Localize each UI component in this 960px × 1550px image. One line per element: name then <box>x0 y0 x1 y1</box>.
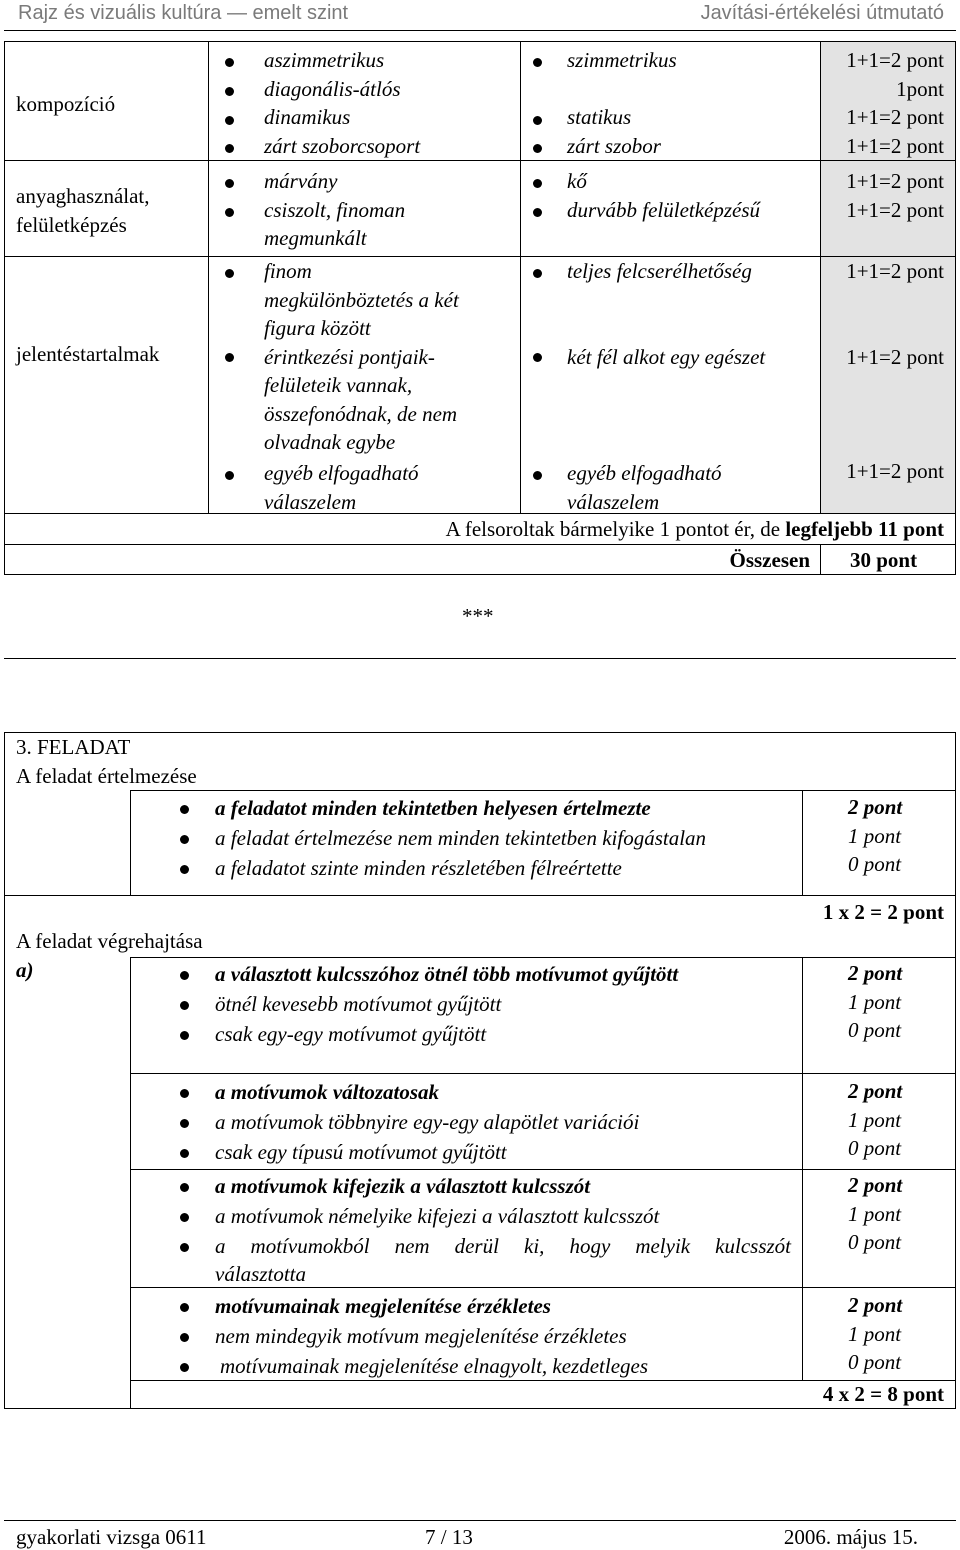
bullet-icon <box>533 116 542 125</box>
row-label-jelentestartalmak: jelentéstartalmak <box>16 342 160 366</box>
bullet-icon <box>180 1031 189 1040</box>
bullet-icon <box>180 1119 189 1128</box>
section-title-vegrehajtas: A feladat végrehajtása <box>16 929 203 953</box>
list-jelentes-2: teljes felcserélhetőség két fél alkot egy egészet <box>567 259 766 369</box>
footer-rule <box>4 1520 956 1521</box>
total-value: 30 pont <box>850 548 918 572</box>
points-kompozicio: 1+1=2 pont 1pont 1+1=2 pont 1+1=2 pont <box>846 48 944 158</box>
bullet-icon <box>225 116 234 125</box>
bullet-icon <box>225 144 234 153</box>
bullet-icon <box>225 179 234 188</box>
criteria-group-d: motívumainak megjelenítése érzékletes nem mindegyik motívum megjelenítése érzékletes motívumainak megjelenítése elnagyolt, kezdetleges <box>215 1294 649 1378</box>
list-kompozicio-1: aszimmetrikus diagonális-átlós dinamikus zárt szoborcsoport <box>264 48 421 158</box>
separator-stars: *** <box>462 604 494 628</box>
bullet-icon <box>533 471 542 480</box>
ertelmezes-points: 2 pont 1 pont 0 pont <box>848 795 903 876</box>
bullet-icon <box>180 1183 189 1192</box>
max-points-note: A felsoroltak bármelyike 1 pontot ér, de legfeljebb 11 pont <box>445 517 944 541</box>
bullet-icon <box>180 971 189 980</box>
divider <box>4 658 956 659</box>
bullet-icon <box>225 87 234 96</box>
header-left: Rajz és vizuális kultúra — emelt szint <box>18 2 349 24</box>
points-group-c: 2 pont 1 pont 0 pont <box>848 1173 903 1254</box>
bullet-icon <box>180 1089 189 1098</box>
criteria-group-a: a választott kulcsszóhoz ötnél több motívumot gyűjtött ötnél kevesebb motívumot gyűjtött csak egy-egy motívumot gyűjtött <box>215 962 679 1046</box>
bullet-icon <box>533 353 542 362</box>
ertelmezes-total: 1 x 2 = 2 pont <box>822 900 944 924</box>
bullet-icon <box>225 471 234 480</box>
footer-page-number: 7 / 13 <box>425 1525 473 1549</box>
bullet-icon <box>180 1213 189 1222</box>
bullet-icon <box>225 208 234 217</box>
points-jelentes: 1+1=2 pont 1+1=2 pont <box>846 259 944 369</box>
bullet-icon <box>533 144 542 153</box>
list-jelentes-1: finom megkülönböztetés a két figura között érintkezési pontjaik- felületeik vannak, összefonódnak, de nem olvadnak egybe <box>264 259 459 454</box>
bullet-icon <box>180 1333 189 1342</box>
list-anyag-2: kő durvább felületképzésű <box>567 169 761 222</box>
list-egyeb-2: egyéb elfogadható válaszelem <box>567 461 722 514</box>
footer-date: 2006. május 15. <box>783 1525 918 1549</box>
bullet-icon <box>225 58 234 67</box>
total-label: Összesen <box>729 548 810 572</box>
footer-left: gyakorlati vizsga 0611 <box>16 1525 207 1549</box>
points-group-a: 2 pont 1 pont 0 pont <box>848 961 903 1042</box>
row-label-anyaghasznalat: anyaghasználat, felületképzés <box>16 184 150 237</box>
task-title: 3. FELADAT <box>16 735 131 759</box>
bullet-icon <box>180 805 189 814</box>
bullet-icon <box>180 865 189 874</box>
bullet-icon <box>180 1243 189 1252</box>
points-anyag: 1+1=2 pont 1+1=2 pont <box>846 169 944 222</box>
criteria-group-c: a motívumok kifejezik a választott kulcsszót a motívumok némelyike kifejezi a választott kulcsszót a motívumokból nem derül ki, hogy melyik kulcsszót választotta <box>215 1174 791 1286</box>
vegrehajtas-total: 4 x 2 = 8 pont <box>822 1382 944 1406</box>
points-egyeb: 1+1=2 pont <box>846 459 944 483</box>
list-kompozicio-2: szimmetrikus statikus zárt szobor <box>567 48 677 158</box>
bullet-icon <box>180 1149 189 1158</box>
criteria-group-b: a motívumok változatosak a motívumok többnyire egy-egy alapötlet variációi csak egy típusú motívumot gyűjtött <box>215 1080 640 1164</box>
bullet-icon <box>180 1001 189 1010</box>
list-egyeb-1: egyéb elfogadható válaszelem <box>264 461 419 514</box>
points-group-b: 2 pont 1 pont 0 pont <box>848 1079 903 1160</box>
bullet-icon <box>180 835 189 844</box>
row-label-kompozicio: kompozíció <box>16 92 116 116</box>
bullet-icon <box>225 269 234 278</box>
header-right: Javítási-értékelési útmutató <box>700 2 944 24</box>
ertelmezes-criteria: a feladatot minden tekintetben helyesen értelmezte a feladat értelmezése nem minden tekintetben kifogástalan a feladatot szinte minden részletében félreértette <box>215 796 707 880</box>
points-group-d: 2 pont 1 pont 0 pont <box>848 1293 903 1374</box>
bullet-icon <box>533 269 542 278</box>
header-rule <box>4 30 956 31</box>
section-title-ertelmezes: A feladat értelmezése <box>16 764 197 788</box>
list-anyag-1: márvány csiszolt, finoman megmunkált <box>264 169 406 250</box>
bullet-icon <box>180 1303 189 1312</box>
bullet-icon <box>180 1363 189 1372</box>
bullet-icon <box>533 58 542 67</box>
subtask-letter: a) <box>16 958 34 982</box>
bullet-icon <box>225 353 234 362</box>
bullet-icon <box>533 179 542 188</box>
bullet-icon <box>533 208 542 217</box>
